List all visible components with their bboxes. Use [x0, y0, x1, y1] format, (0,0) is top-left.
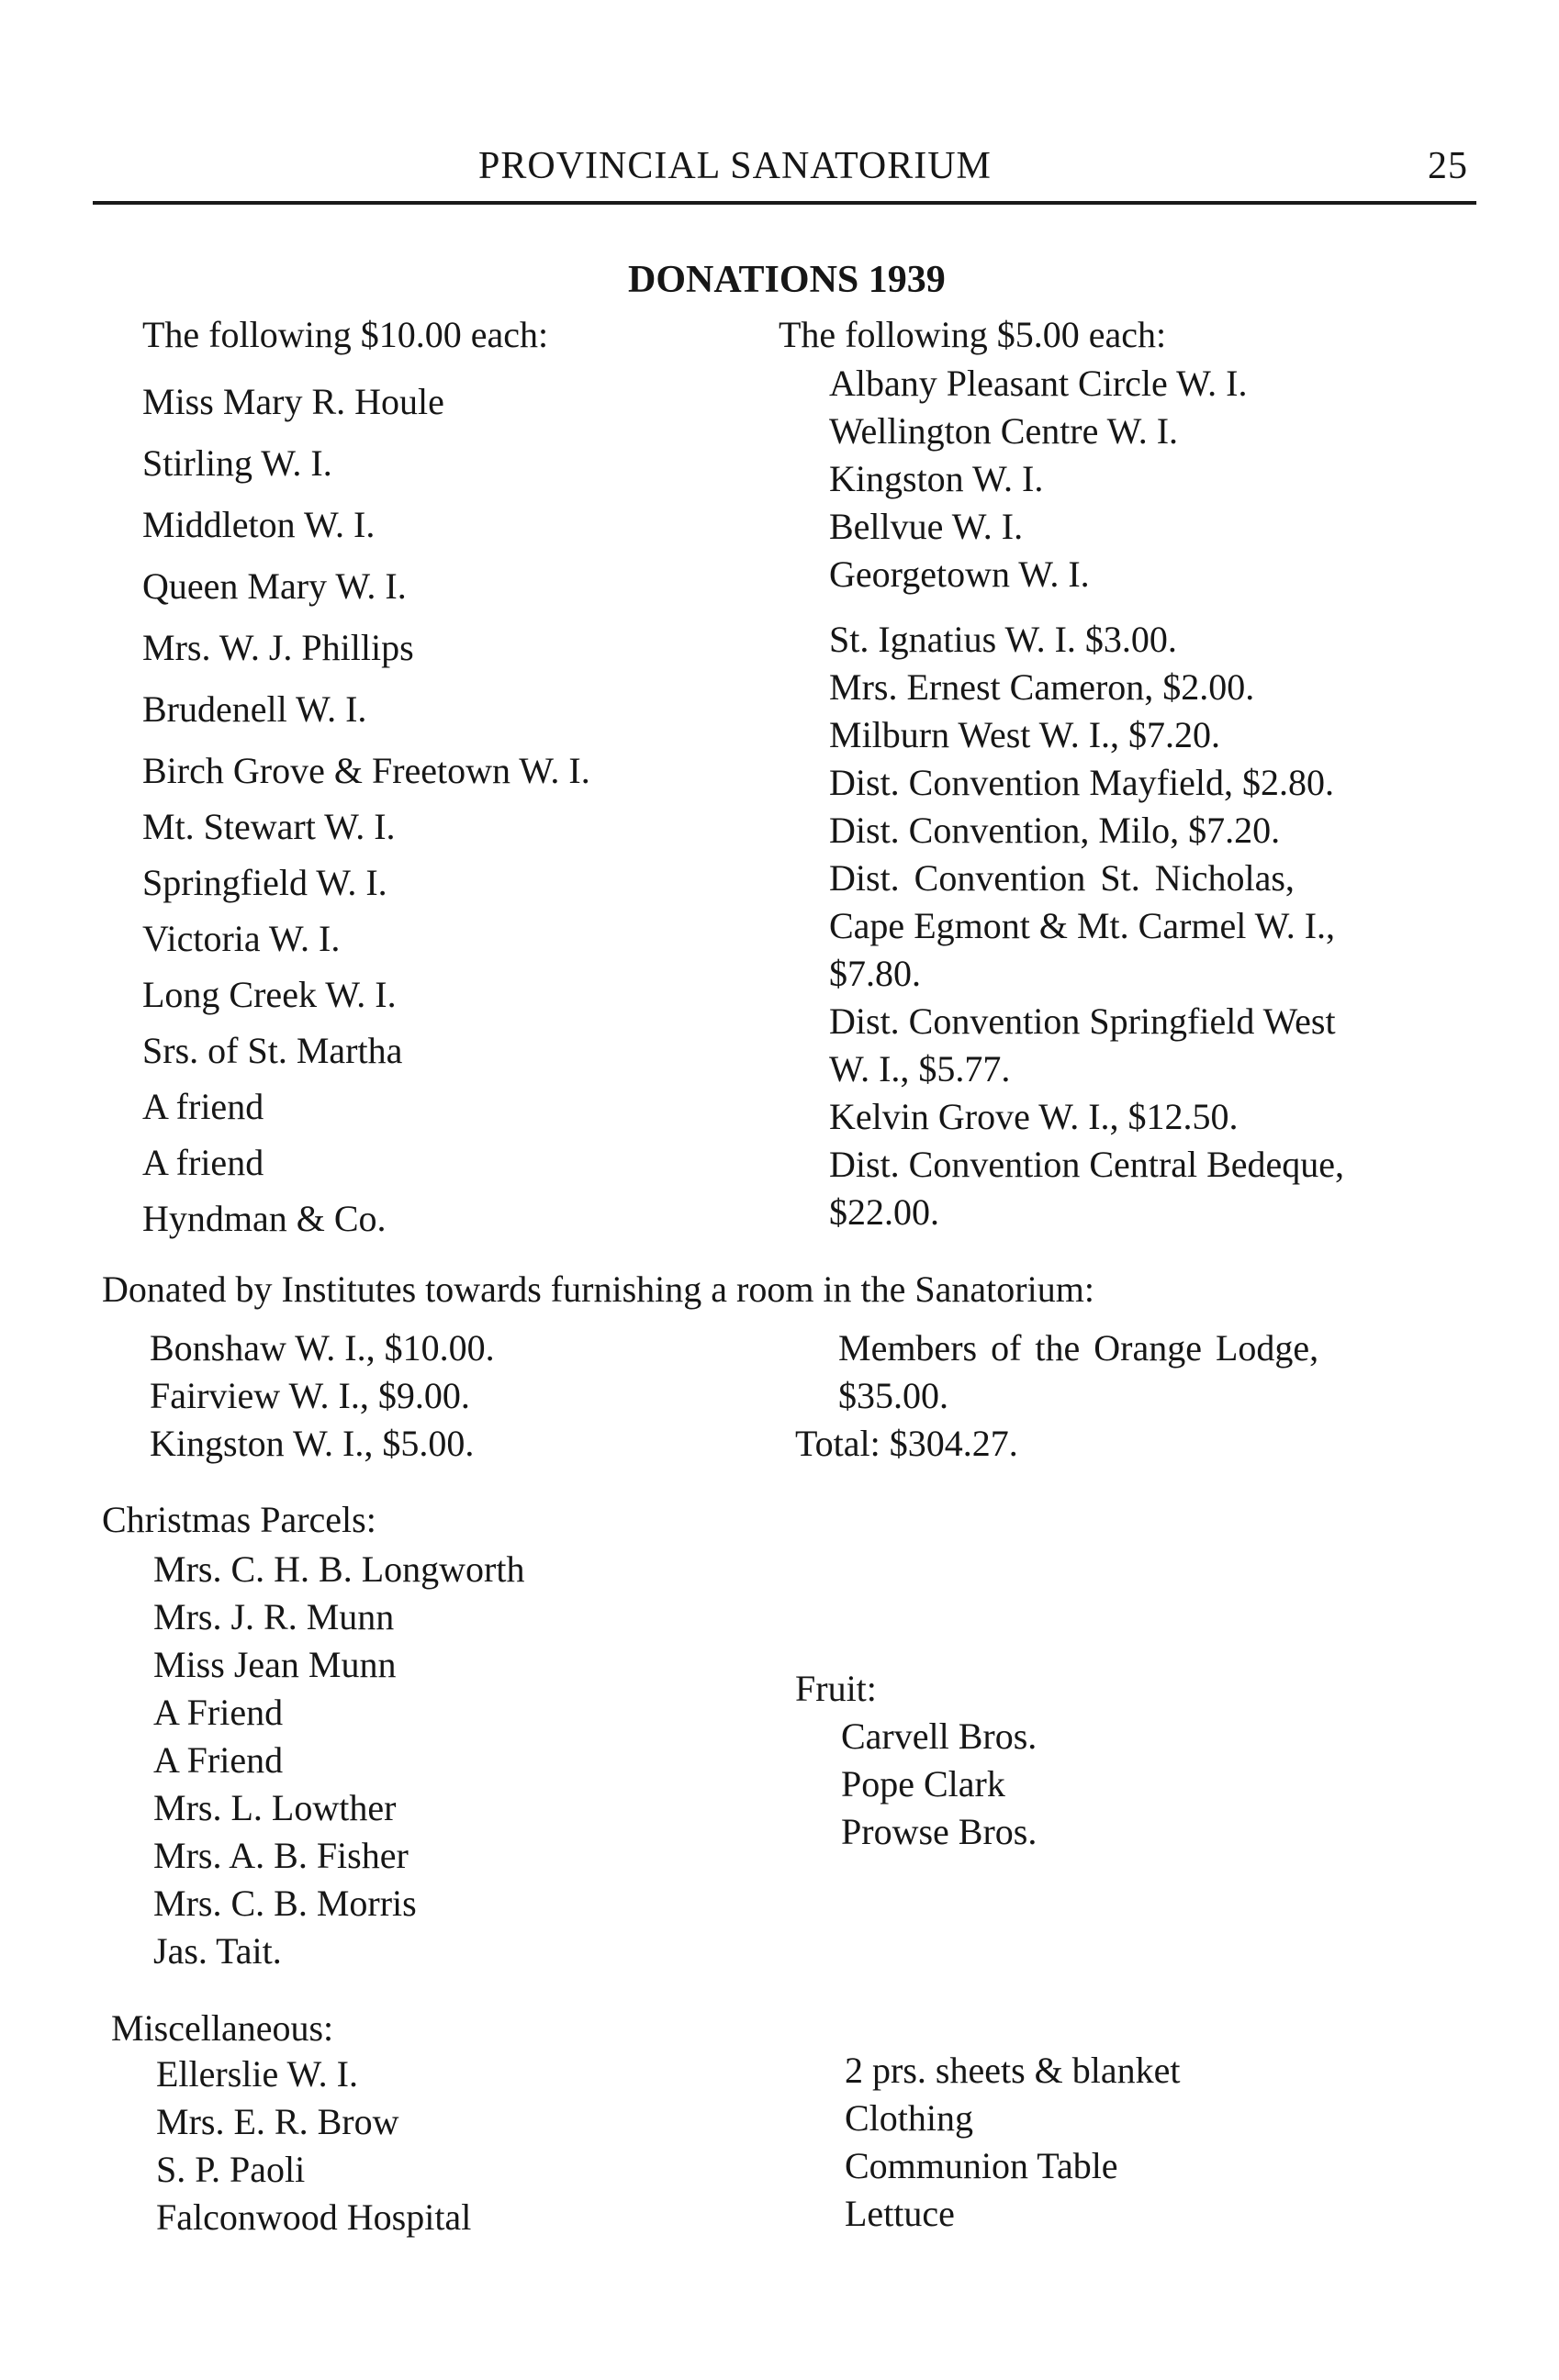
list-item: Georgetown W. I. [829, 553, 1090, 595]
list-item: $22.00. [829, 1191, 939, 1233]
donations-heading: DONATIONS 1939 [628, 259, 946, 301]
list-item: Kelvin Grove W. I., $12.50. [829, 1096, 1239, 1137]
list-item: Dist. Convention St. Nicholas, [829, 857, 1295, 899]
list-item: Bellvue W. I. [829, 506, 1024, 547]
list-item: Brudenell W. I. [142, 688, 367, 730]
list-item: $35.00. [838, 1375, 948, 1416]
running-title: PROVINCIAL SANATORIUM [478, 145, 992, 187]
list-item: Communion Table [845, 2145, 1118, 2186]
list-item: Mrs. C. B. Morris [153, 1883, 417, 1924]
list-item: Dist. Convention, Milo, $7.20. [829, 810, 1281, 851]
list-item: Cape Egmont & Mt. Carmel W. I., [829, 905, 1336, 946]
list-item: Victoria W. I. [142, 918, 341, 959]
list-item: Albany Pleasant Circle W. I. [829, 363, 1248, 404]
list-item: Birch Grove & Freetown W. I. [142, 750, 590, 791]
list-item: Pope Clark [841, 1763, 1005, 1805]
list-item: $7.80. [829, 953, 921, 994]
left-intro: The following $10.00 each: [142, 314, 549, 355]
list-item: Mt. Stewart W. I. [142, 806, 396, 847]
list-item: St. Ignatius W. I. $3.00. [829, 619, 1177, 660]
list-item: Mrs. W. J. Phillips [142, 627, 414, 668]
list-item: Middleton W. I. [142, 504, 376, 545]
donations-total: Total: $304.27. [795, 1423, 1018, 1464]
right-donor-list-other [829, 621, 1344, 1231]
list-item: 2 prs. sheets & blanket [845, 2050, 1181, 2091]
list-item: Stirling W. I. [142, 442, 332, 484]
right-intro: The following $5.00 each: [779, 314, 1167, 355]
left-donor-list [142, 381, 590, 1239]
list-item: Miss Mary R. Houle [142, 381, 444, 422]
list-item: Springfield W. I. [142, 862, 387, 903]
list-item: Mrs. Ernest Cameron, $2.00. [829, 666, 1255, 708]
list-item: S. P. Paoli [156, 2149, 306, 2190]
list-item: Members of the Orange Lodge, [838, 1327, 1319, 1369]
list-item: Clothing [845, 2097, 974, 2139]
list-item: Dist. Convention Springfield West [829, 1000, 1336, 1042]
list-item: Wellington Centre W. I. [829, 410, 1179, 452]
header-rule [93, 201, 1476, 205]
christmas-list [153, 1548, 525, 1972]
list-item: A friend [142, 1142, 264, 1183]
list-item: Mrs. E. R. Brow [156, 2101, 399, 2142]
list-item: A friend [142, 1086, 264, 1127]
list-item: Srs. of St. Martha [142, 1030, 403, 1071]
list-item: A Friend [153, 1692, 284, 1733]
right-donor-list-5 [829, 365, 1247, 593]
list-item: Bonshaw W. I., $10.00. [150, 1327, 495, 1369]
list-item: Long Creek W. I. [142, 974, 397, 1015]
list-item: Kingston W. I. [829, 458, 1044, 499]
list-item: Mrs. J. R. Munn [153, 1596, 395, 1637]
list-item: Hyndman & Co. [142, 1198, 387, 1239]
list-item: Dist. Convention Central Bedeque, [829, 1144, 1345, 1185]
list-item: Falconwood Hospital [156, 2196, 472, 2238]
page-number: 25 [1428, 145, 1468, 187]
list-item: Lettuce [845, 2193, 955, 2234]
list-item: Mrs. A. B. Fisher [153, 1835, 409, 1876]
list-item: Mrs. C. H. B. Longworth [153, 1548, 525, 1590]
furnishing-intro: Donated by Institutes towards furnishing a room in the Sanatorium: [102, 1268, 1094, 1310]
miscellaneous-heading: Miscellaneous: [111, 2007, 334, 2049]
list-item: A Friend [153, 1739, 284, 1781]
list-item: Miss Jean Munn [153, 1644, 397, 1685]
list-item: Mrs. L. Lowther [153, 1787, 397, 1828]
furnishing-left-list [150, 1327, 495, 1464]
list-item: Ellerslie W. I. [156, 2053, 358, 2095]
list-item: Queen Mary W. I. [142, 565, 407, 607]
miscellaneous-donors [156, 2053, 472, 2238]
list-item: W. I., $5.77. [829, 1048, 1011, 1089]
list-item: Prowse Bros. [841, 1811, 1037, 1852]
list-item: Fairview W. I., $9.00. [150, 1375, 470, 1416]
list-item: Carvell Bros. [841, 1715, 1037, 1757]
list-item: Kingston W. I., $5.00. [150, 1423, 475, 1464]
christmas-heading: Christmas Parcels: [102, 1499, 376, 1540]
list-item: Dist. Convention Mayfield, $2.80. [829, 762, 1334, 803]
furnishing-right-list [838, 1327, 1319, 1416]
fruit-list [841, 1715, 1037, 1852]
miscellaneous-gifts [845, 2052, 1181, 2232]
list-item: Jas. Tait. [153, 1930, 282, 1972]
fruit-heading: Fruit: [795, 1668, 877, 1709]
list-item: Milburn West W. I., $7.20. [829, 714, 1221, 755]
